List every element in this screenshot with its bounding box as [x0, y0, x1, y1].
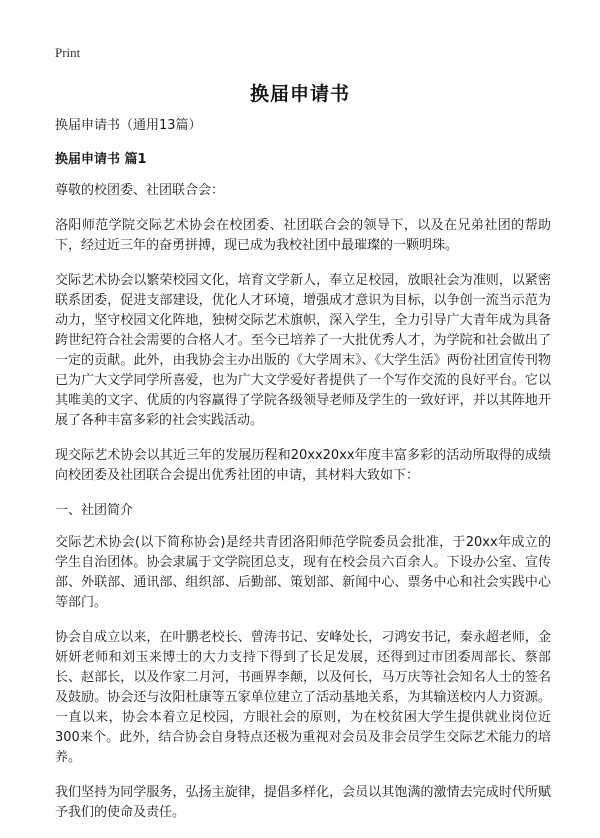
paragraph-overview: 交际艺术协会(以下简称协会)是经共青团洛阳师范学院委员会批准，于20xx年成立的学生自治团体。协会隶属于文学院团总支，现有在校会员六百余人。下设办公室、宣传部、外联部、通讯部、组织部、后勤部、策划部、新闻中心、票务中心和社会实践中心等部门。 [55, 535, 551, 610]
subsection-heading: 一、社团简介 [55, 503, 134, 518]
document-title: 换届申请书 [249, 83, 350, 105]
section-heading: 换届申请书 篇1 [55, 152, 147, 167]
paragraph-mission: 交际艺术协会以繁荣校园文化，培育文学新人，奉立足校园，放眼社会为准则，以紧密联系团委，促进支部建设，优化人才环境，增强成才意识为目标，以争创一流当示范为动力，坚守校园文化阵地，独树交际艺术旗帜，深入学生，全力引导广大青年成为具备跨世纪符合社会需要的合格人才。至今已培养了一大批优秀人才，为学院和社会做出了一定的贡献。此外，由我协会主办出版的《大学周末》、《大学生活》两份社团宣传刊物已为广大文学同学所喜爱，也为广大文学爱好者提供了一个写作交流的良好平台。它以其唯美的文字、优质的内容赢得了学院各级领导老师及学生的一致好评，并以其阵地开展了各种丰富多彩的社会实践活动。 [55, 273, 551, 428]
paragraph-history: 协会自成立以来，在叶鹏老校长、曾涛书记、安峰处长，刁鸿安书记，秦永超老师，金妍妍老师和刘玉来博士的大力支持下得到了长足发展，还得到过市团委周部长、蔡部长、赵部长，以及作家二月河，书画界李颠，以及何长，马万庆等社会知名人士的签名及鼓励。协会还与汝阳杜康等五家单位建立了活动基地关系，为其输送校内人力资源。一直以来，协会本着立足校园，方眼社会的原则，为在校贫困大学生提供就业岗位近300来个。此外，结合协会自身特点还极为重视对会员及非会员学生交际艺术能力的培养。 [55, 630, 551, 765]
document-body [55, 116, 551, 838]
print-link[interactable]: Print [55, 45, 81, 60]
document-subtitle: 换届申请书（通用13篇） [55, 118, 202, 133]
paragraph-intro: 洛阳师范学院交际艺术协会在校团委、社团联合会的领导下，以及在兄弟社团的帮助下，经过近三年的奋勇拼搏，现已成为我校社团中最璀璨的一颗明珠。 [55, 218, 551, 253]
paragraph-application: 现交际艺术协会以其近三年的发展历程和20xx20xx年度丰富多彩的活动所取得的成绩向校团委及社团联合会提出优秀社团的申请，其材料大致如下： [55, 448, 551, 483]
salutation: 尊敬的校团委、社团联合会： [55, 183, 225, 198]
paragraph-commitment: 我们坚持为同学服务，弘扬主旋律，提倡多样化，会员以其饱满的激情去完成时代所赋予我们的使命及责任。 [55, 785, 551, 820]
